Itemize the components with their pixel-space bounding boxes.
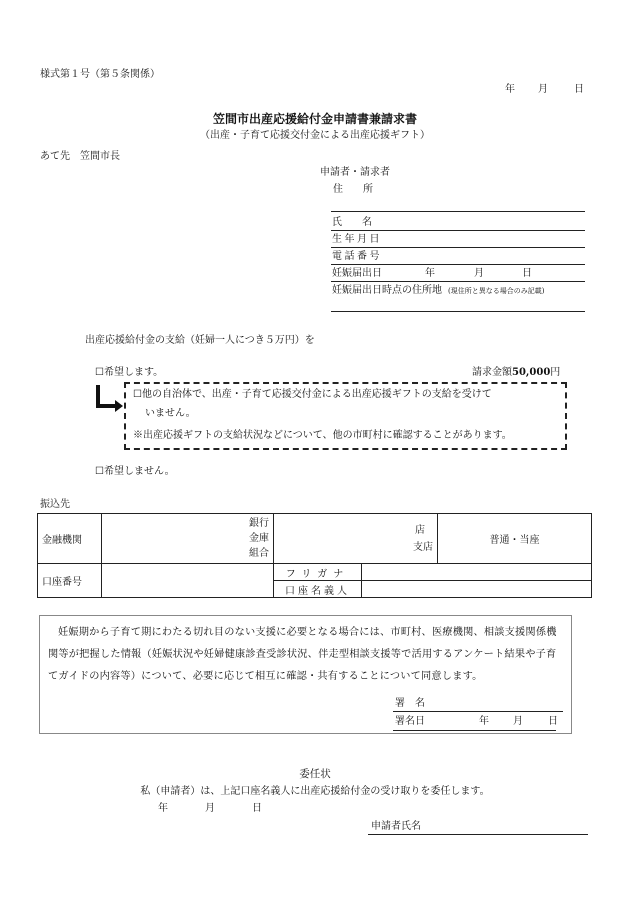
- wish-checkbox[interactable]: ☐希望します。: [95, 367, 164, 378]
- pregnancy-date-line[interactable]: [331, 281, 585, 282]
- date-month: 月: [538, 84, 548, 95]
- transfer-section-label: 振込先: [40, 499, 70, 510]
- phone-label: 電話番号: [332, 251, 382, 262]
- no-wish-checkbox[interactable]: ☐希望しません。: [95, 466, 175, 477]
- form-number: 様式第１号（第５条関係）: [40, 69, 160, 80]
- signature-date-line[interactable]: [393, 730, 556, 731]
- institution-label: 金融機関: [38, 514, 102, 564]
- address-line[interactable]: [331, 211, 585, 212]
- applicant-name-line[interactable]: [368, 834, 588, 835]
- branch-type-shop: 店: [415, 524, 425, 536]
- birthdate-line[interactable]: [331, 247, 585, 248]
- bank-type-cell[interactable]: [102, 514, 274, 564]
- furigana-input[interactable]: [362, 564, 592, 581]
- bank-type-bank: 銀行: [249, 518, 269, 529]
- name-line[interactable]: [331, 230, 585, 231]
- pregnancy-address-line[interactable]: [331, 311, 585, 312]
- applicant-heading: 申請者・請求者: [320, 167, 390, 178]
- pregnancy-address-label: 妊娠届出日時点の住所地: [332, 285, 442, 296]
- account-number-input[interactable]: [102, 564, 274, 598]
- account-number-label: 口座番号: [38, 564, 102, 598]
- form-subtitle: （出産・子育て応援交付金による出産応援ギフト）: [200, 130, 430, 141]
- signature-label: 署名: [395, 698, 435, 709]
- addressee: あて先 笠間市長: [40, 151, 120, 162]
- date-year: 年: [505, 84, 515, 95]
- form-title: 笠間市出産応援給付金申請書兼請求書: [212, 112, 417, 126]
- consent-box: [39, 615, 572, 734]
- pregnancy-date-label: 妊娠届出日: [332, 268, 382, 279]
- delegation-year: 年: [158, 803, 168, 814]
- name-label: 氏 名: [332, 217, 372, 228]
- delegation-month: 月: [205, 803, 215, 814]
- sig-year: 年: [479, 716, 489, 727]
- applicant-name-label: 申請者氏名: [371, 821, 421, 832]
- delegation-title: 委任状: [299, 768, 331, 780]
- delegation-day: 日: [252, 803, 262, 814]
- pregnancy-month: 月: [474, 268, 484, 279]
- sig-month: 月: [513, 716, 523, 727]
- address-label: 住 所: [333, 184, 373, 195]
- claim-amount: [472, 367, 560, 379]
- phone-line[interactable]: [331, 264, 585, 265]
- branch-cell[interactable]: [274, 514, 438, 564]
- signature-date-label: 署名日: [395, 716, 425, 727]
- condition-line2: いません。: [145, 408, 196, 419]
- condition-note: ※出産応援ギフトの支給状況などについて、他の市町村に確認することがあります。: [133, 430, 512, 441]
- bank-type-kumiai: 組合: [249, 548, 269, 559]
- holder-input[interactable]: [362, 581, 592, 598]
- amount-value: 50,000: [512, 367, 551, 378]
- arrow-down-right-icon: [93, 383, 125, 413]
- sig-day: 日: [548, 716, 558, 727]
- account-type[interactable]: 普通・当座: [438, 514, 592, 564]
- signature-line[interactable]: [393, 711, 563, 712]
- pregnancy-address-note: (現住所と異なる場合のみ記載): [448, 287, 545, 295]
- pregnancy-year: 年: [425, 268, 435, 279]
- birthdate-label: 生年月日: [332, 234, 382, 245]
- date-day: 日: [574, 84, 584, 95]
- amount-unit: 円: [550, 367, 561, 378]
- delegation-statement: 私（申請者）は、上記口座名義人に出産応援給付金の受け取りを委任します。: [140, 786, 490, 797]
- furigana-label: フリガナ: [274, 564, 362, 581]
- bank-type-shinkin: 金庫: [249, 533, 269, 544]
- bank-table: [37, 513, 592, 598]
- branch-type-branch: 支店: [413, 541, 433, 553]
- amount-label: 請求金額: [472, 367, 512, 378]
- consent-text: 妊娠期から子育て期にわたる切れ目のない支援に必要となる場合には、市町村、医療機関、相談支援関係機関等が把握した情報（妊娠状況や妊婦健康診査受診状況、伴走型相談支援等で活用するアンケート結果や子育てガイドの内容等）について、必要に応じて相互に確認・共有することについて同意します。: [48, 627, 557, 682]
- other-municipality-checkbox[interactable]: ☐他の自治体で、出産・子育て応援交付金による出産応援ギフトの支給を受けて: [133, 389, 492, 400]
- holder-label: 口座名義人: [274, 581, 362, 598]
- pregnancy-day: 日: [522, 268, 532, 279]
- benefit-statement: 出産応援給付金の支給（妊婦一人につき５万円）を: [85, 335, 315, 346]
